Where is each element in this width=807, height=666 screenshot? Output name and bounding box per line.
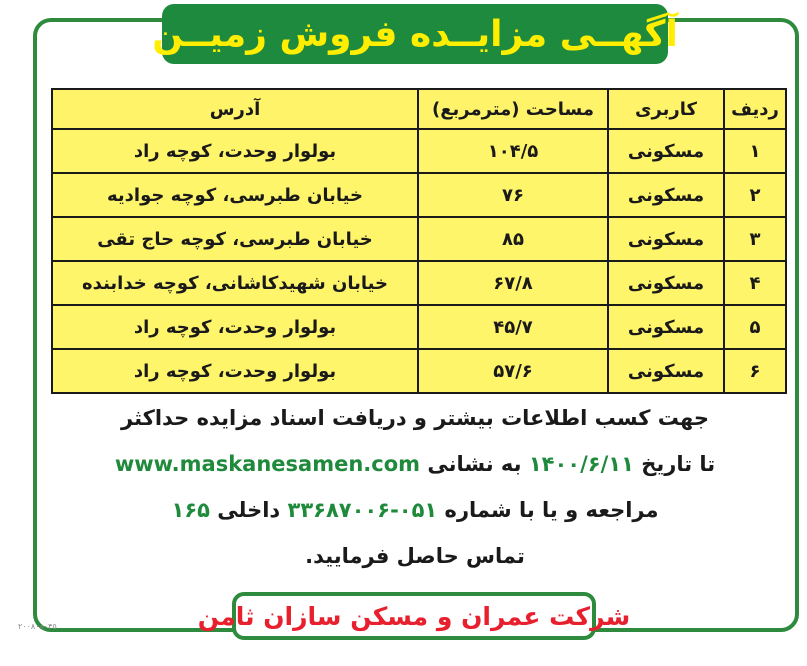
deadline-label: تا تاریخ [641, 452, 716, 476]
deadline-date: ۱۴۰۰/۶/۱۱ [528, 452, 634, 476]
corner-mark: ۲۰۰۸۰۸۰۴۵ [18, 622, 57, 631]
address-label: به نشانی [427, 452, 522, 476]
auction-table [51, 88, 787, 394]
cell-area: ۶۷/۸ [418, 261, 608, 305]
cell-index: ۴ [724, 261, 786, 305]
header-usage: کاربری [608, 89, 724, 129]
table-row [52, 261, 786, 305]
cell-usage: مسکونی [608, 305, 724, 349]
cell-index: ۵ [724, 305, 786, 349]
extension-label: داخلی [217, 498, 281, 522]
body-line-2 [40, 441, 790, 487]
cell-area: ۱۰۴/۵ [418, 129, 608, 173]
ad-title: آگهــی مزایــده فروش زمیــن [152, 13, 678, 55]
cell-area: ۵۷/۶ [418, 349, 608, 393]
table-row [52, 217, 786, 261]
title-banner [152, 4, 678, 64]
header-address: آدرس [52, 89, 418, 129]
cell-usage: مسکونی [608, 129, 724, 173]
cell-address: بولوار وحدت، کوچه راد [52, 305, 418, 349]
company-banner [197, 592, 631, 640]
header-area: مساحت (مترمربع) [418, 89, 608, 129]
table-row [52, 305, 786, 349]
body-line-1 [40, 395, 790, 441]
cell-area: ۷۶ [418, 173, 608, 217]
cell-address: خیابان طبرسی، کوچه حاج تقی [52, 217, 418, 261]
body-line-3 [40, 487, 790, 533]
cell-usage: مسکونی [608, 217, 724, 261]
table-header-row [52, 89, 786, 129]
cell-index: ۶ [724, 349, 786, 393]
cell-usage: مسکونی [608, 261, 724, 305]
cell-address: خیابان شهیدکاشانی، کوچه خدابنده [52, 261, 418, 305]
table-row [52, 129, 786, 173]
cell-address: خیابان طبرسی، کوچه جوادیه [52, 173, 418, 217]
header-index: ردیف [724, 89, 786, 129]
table-row [52, 173, 786, 217]
cell-address: بولوار وحدت، کوچه راد [52, 129, 418, 173]
cell-address: بولوار وحدت، کوچه راد [52, 349, 418, 393]
website-link[interactable]: www.maskanesamen.com [114, 452, 421, 476]
phone-number: ۰۵۱-۳۳۶۸۷۰۰۶ [287, 498, 438, 522]
extension-number: ۱۶۵ [171, 498, 210, 522]
body-line-4 [40, 533, 790, 579]
ad-body [40, 395, 790, 579]
cell-index: ۲ [724, 173, 786, 217]
contact-label: مراجعه و یا با شماره [444, 498, 659, 522]
cell-index: ۳ [724, 217, 786, 261]
cell-usage: مسکونی [608, 173, 724, 217]
cell-index: ۱ [724, 129, 786, 173]
cell-area: ۸۵ [418, 217, 608, 261]
cell-usage: مسکونی [608, 349, 724, 393]
info-text: جهت کسب اطلاعات بیشتر و دریافت اسناد مزایده حداکثر [121, 406, 709, 430]
table-row [52, 349, 786, 393]
closing-text: تماس حاصل فرمایید. [305, 544, 525, 568]
company-name: شرکت عمران و مسکن سازان ثامن [197, 601, 631, 631]
cell-area: ۴۵/۷ [418, 305, 608, 349]
